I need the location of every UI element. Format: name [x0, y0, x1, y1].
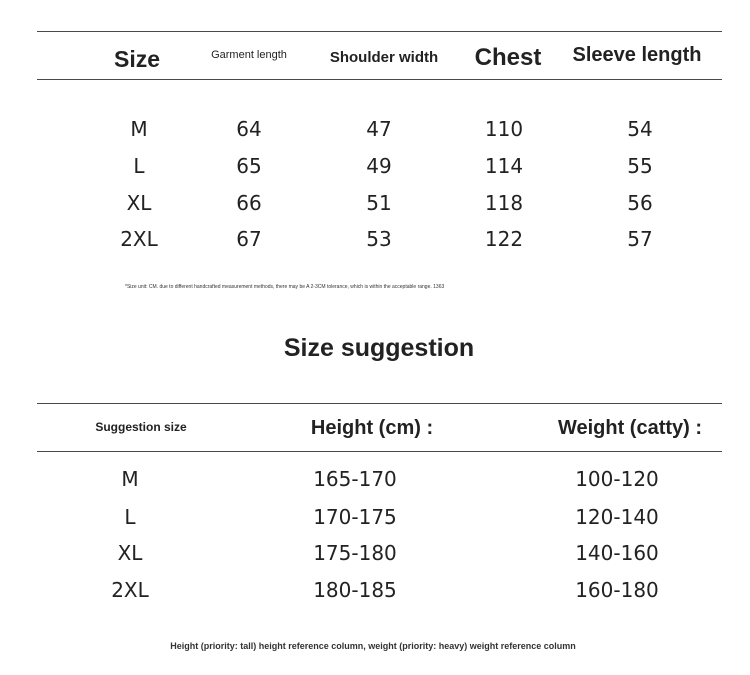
garment-length-cell: 65	[236, 154, 262, 178]
reference-note: Height (priority: tall) height reference column, weight (priority: heavy) weight reference column	[170, 641, 576, 651]
height-cell: 165-170	[313, 467, 397, 491]
suggestion-size-cell: XL	[117, 541, 143, 565]
header-height: Height (cm) :	[310, 417, 434, 439]
suggestion-header-rule	[37, 451, 722, 452]
garment-length-cell: 64	[236, 117, 262, 141]
suggestion-size-cell: 2XL	[111, 578, 149, 602]
weight-cell: 140-160	[575, 541, 659, 565]
chest-cell: 118	[484, 191, 524, 215]
suggestion-top-rule	[37, 403, 722, 404]
weight-cell: 160-180	[575, 578, 659, 602]
shoulder-width-cell: 53	[366, 227, 392, 251]
size-chart-header-rule	[37, 79, 722, 80]
header-garment-length: Garment length	[211, 49, 287, 61]
chest-cell: 114	[484, 154, 524, 178]
height-cell: 180-185	[313, 578, 397, 602]
size-cell: XL	[126, 191, 152, 215]
header-shoulder-width: Shoulder width	[329, 49, 439, 66]
height-cell: 175-180	[313, 541, 397, 565]
header-suggestion-size: Suggestion size	[95, 420, 187, 434]
size-unit-note: *Size unit: CM. due to different handcrafted measurement methods, there may be A 2-3CM tolerance, which is within the acceptable range. 1363	[125, 284, 445, 290]
suggestion-size-cell: M	[121, 467, 139, 491]
sleeve-length-cell: 57	[627, 227, 653, 251]
header-sleeve-length: Sleeve length	[572, 44, 702, 66]
size-chart-top-rule	[37, 31, 722, 32]
garment-length-cell: 67	[236, 227, 262, 251]
header-size: Size	[113, 46, 161, 72]
size-cell: M	[130, 117, 148, 141]
header-chest: Chest	[474, 44, 542, 71]
weight-cell: 120-140	[575, 505, 659, 529]
section-title: Size suggestion	[283, 334, 475, 362]
sleeve-length-cell: 54	[627, 117, 653, 141]
suggestion-size-cell: L	[124, 505, 136, 529]
size-cell: 2XL	[120, 227, 158, 251]
chest-cell: 122	[484, 227, 524, 251]
size-cell: L	[133, 154, 145, 178]
garment-length-cell: 66	[236, 191, 262, 215]
height-cell: 170-175	[313, 505, 397, 529]
chest-cell: 110	[484, 117, 524, 141]
weight-cell: 100-120	[575, 467, 659, 491]
shoulder-width-cell: 47	[366, 117, 392, 141]
shoulder-width-cell: 49	[366, 154, 392, 178]
shoulder-width-cell: 51	[366, 191, 392, 215]
sleeve-length-cell: 56	[627, 191, 653, 215]
sleeve-length-cell: 55	[627, 154, 653, 178]
header-weight: Weight (catty) :	[557, 417, 703, 439]
